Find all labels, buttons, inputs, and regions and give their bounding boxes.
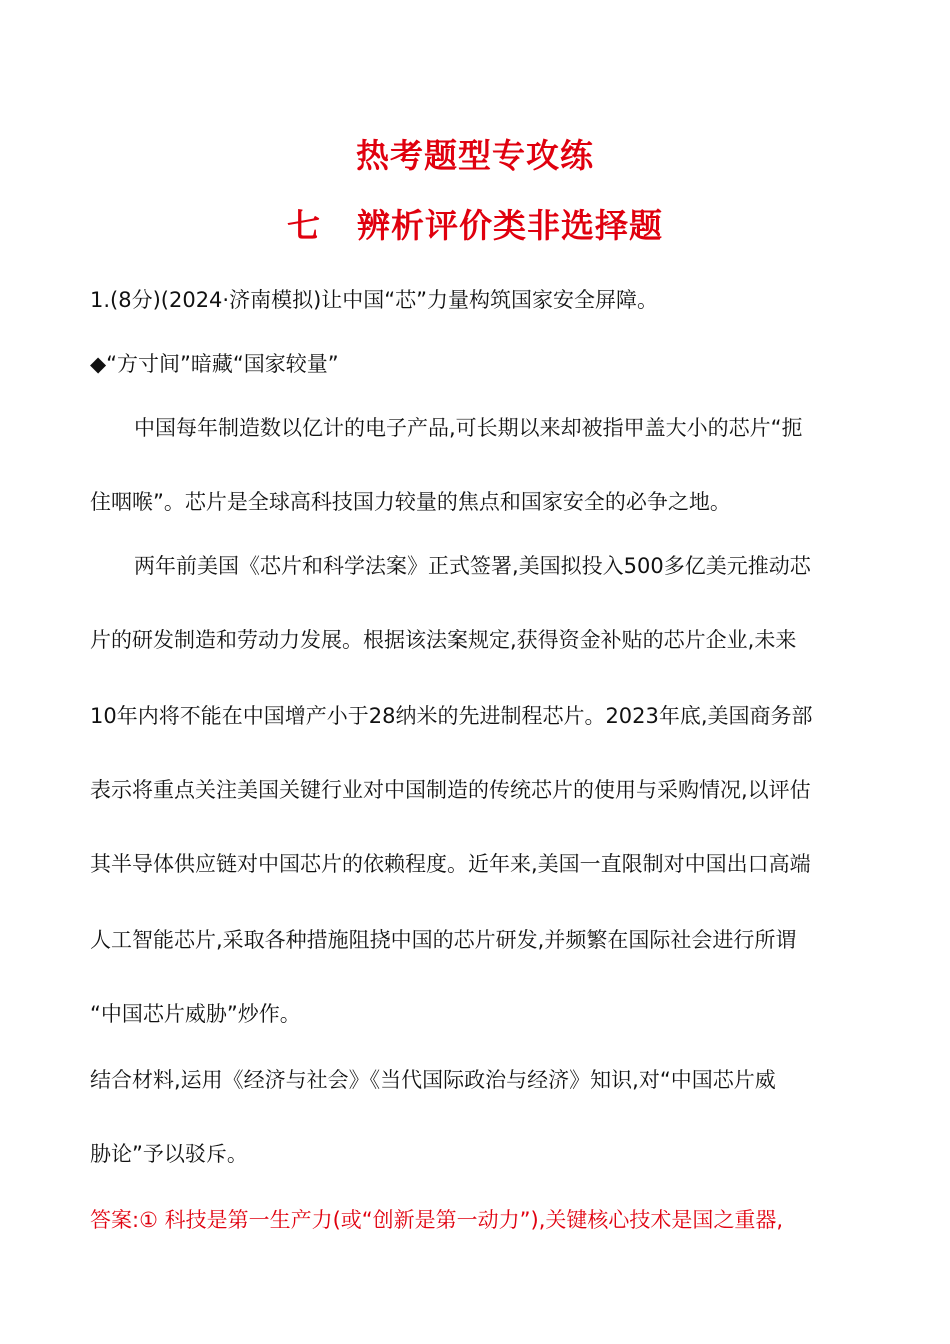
subtitle-text: 辨析评价类非选择题	[357, 206, 663, 245]
material-line: 片的研发制造和劳动力发展。根据该法案规定,获得资金补贴的芯片企业,未来	[90, 628, 797, 652]
answer-line: 答案:① 科技是第一生产力(或“创新是第一动力”),关键核心技术是国之重器,	[90, 1208, 784, 1232]
material-line: 人工智能芯片,采取各种措施阻挠中国的芯片研发,并频繁在国际社会进行所谓	[90, 928, 797, 952]
section-head: ◆“方寸间”暗藏“国家较量”	[90, 352, 339, 376]
material-line: 住咽喉”。芯片是全球高科技国力较量的焦点和国家安全的必争之地。	[90, 490, 731, 514]
question-head: 1.(8分)(2024·济南模拟)让中国“芯”力量构筑国家安全屏障。	[90, 288, 659, 312]
task-line: 结合材料,运用《经济与社会》《当代国际政治与经济》知识,对“中国芯片威	[90, 1068, 776, 1092]
material-line: 两年前美国《芯片和科学法案》正式签署,美国拟投入500多亿美元推动芯	[134, 554, 811, 578]
material-line: 表示将重点关注美国关键行业对中国制造的传统芯片的使用与采购情况,以评估	[90, 778, 811, 802]
task-line: 胁论”予以驳斥。	[90, 1142, 248, 1166]
page-subtitle	[0, 200, 950, 247]
material-line: “中国芯片威胁”炒作。	[90, 1002, 301, 1026]
page-title: 热考题型专攻练	[356, 136, 594, 175]
material-line: 中国每年制造数以亿计的电子产品,可长期以来却被指甲盖大小的芯片“扼	[134, 416, 803, 440]
subtitle-number: 七	[287, 206, 321, 245]
material-line: 其半导体供应链对中国芯片的依赖程度。近年来,美国一直限制对中国出口高端	[90, 852, 811, 876]
material-line: 10年内将不能在中国增产小于28纳米的先进制程芯片。2023年底,美国商务部	[90, 704, 813, 728]
